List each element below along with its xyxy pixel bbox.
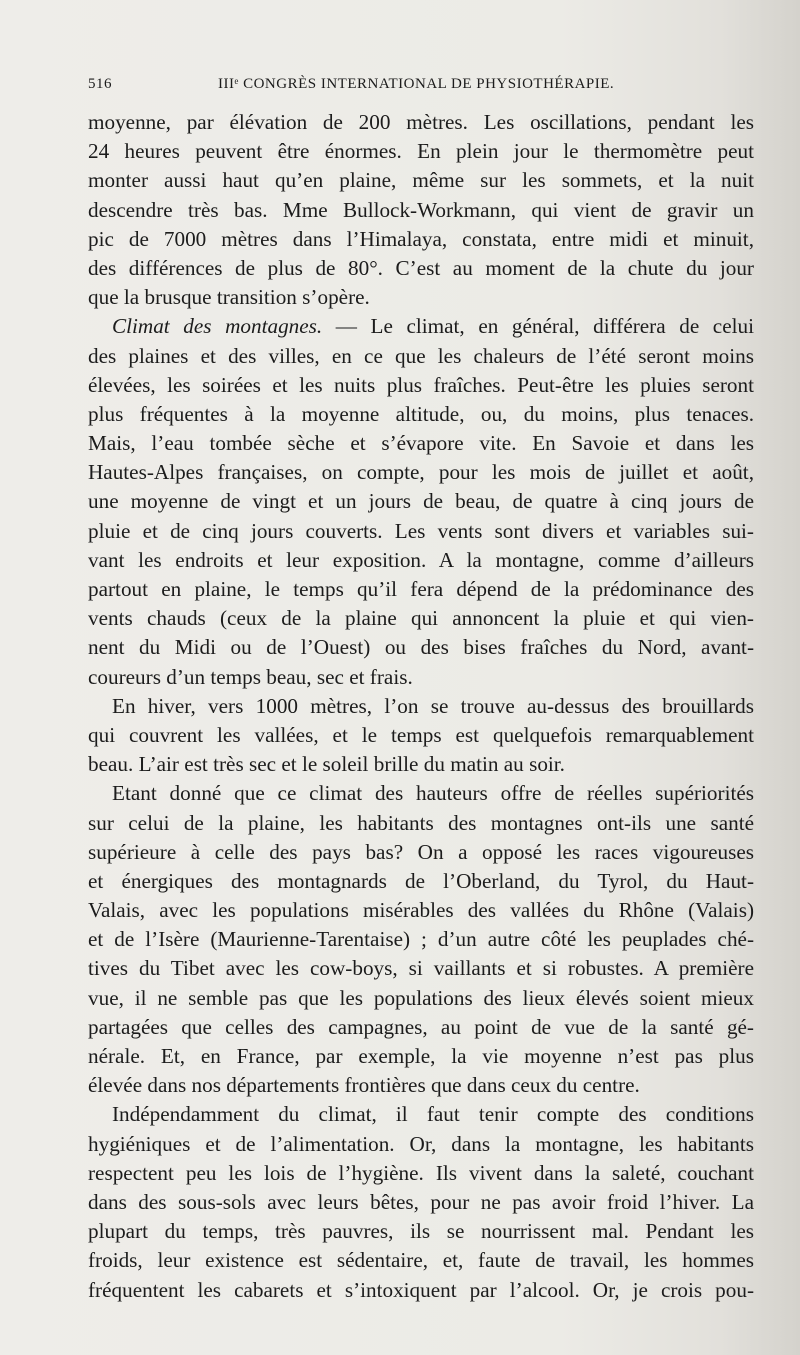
text-line: 24 heures peuvent être énormes. En plein jour le thermomètre peut — [88, 139, 754, 164]
text-line: plus fréquentes à la moyenne altitude, ou, du moins, plus tenaces. — [88, 401, 754, 426]
text-line: sur celui de la plaine, les habitants des montagnes ont-ils une santé — [88, 810, 754, 835]
text-line: fréquentent les cabarets et s’intoxiquent par l’alcool. Or, je crois pou- — [88, 1277, 754, 1302]
text-line: hygiéniques et de l’alimentation. Or, dans la montagne, les habitants — [88, 1131, 754, 1156]
text-line: Valais, avec les populations misérables des vallées du Rhône (Valais) — [88, 898, 754, 923]
text-line: beau. L’air est très sec et le soleil brille du matin au soir. — [88, 752, 565, 777]
text-line: vue, il ne semble pas que les populations des lieux élevés soient mieux — [88, 985, 754, 1010]
text-line: En hiver, vers 1000 mètres, l’on se trouve au-dessus des brouillards — [112, 693, 754, 718]
text-line: et de l’Isère (Maurienne-Tarentaise) ; d’un autre côté les peuplades ché- — [88, 927, 754, 952]
text-line: supérieure à celle des pays bas? On a opposé les races vigoureuses — [88, 839, 754, 864]
text-line: Climat des montagnes. — Le climat, en général, différera de celui — [112, 314, 754, 339]
text-line: vents chauds (ceux de la plaine qui annoncent la pluie et qui vien- — [88, 606, 754, 631]
text-line: dans des sous-sols avec leurs bêtes, pour ne pas avoir froid l’hiver. La — [88, 1189, 754, 1214]
text-line: monter aussi haut qu’en plaine, même sur les sommets, et la nuit — [88, 168, 754, 193]
text-line: que la brusque transition s’opère. — [88, 285, 370, 310]
text-line: Mais, l’eau tombée sèche et s’évapore vite. En Savoie et dans les — [88, 431, 754, 456]
text-line: vant les endroits et leur exposition. A la montagne, comme d’ailleurs — [88, 547, 754, 572]
text-line: qui couvrent les vallées, et le temps est quelquefois remarquablement — [88, 722, 754, 747]
running-header — [88, 76, 728, 96]
text-line: nent du Midi ou de l’Ouest) ou des bises fraîches du Nord, avant- — [88, 635, 754, 660]
text-line: coureurs d’un temps beau, sec et frais. — [88, 664, 413, 689]
text-line: pic de 7000 mètres dans l’Himalaya, constata, entre midi et minuit, — [88, 226, 754, 251]
text-line: respectent peu les lois de l’hygiène. Ils vivent dans la saleté, couchant — [88, 1160, 754, 1185]
text-line: Indépendamment du climat, il faut tenir compte des conditions — [112, 1102, 754, 1127]
text-line: nérale. Et, en France, par exemple, la vie moyenne n’est pas plus — [88, 1044, 754, 1068]
text-line: des différences de plus de 80°. C’est au moment de la chute du jour — [88, 255, 754, 280]
section-heading: Climat des montagnes. — [112, 314, 323, 339]
page-number: 516 — [88, 76, 112, 92]
text-line: partout en plaine, le temps qu’il fera dépend de la prédominance des — [88, 577, 754, 601]
text-line: Hautes-Alpes françaises, on compte, pour les mois de juillet et août, — [88, 460, 754, 485]
body-text — [88, 108, 754, 1305]
text-line: moyenne, par élévation de 200 mètres. Les oscillations, pendant les — [88, 110, 754, 134]
text-line: partagées que celles des campagnes, au point de vue de la santé gé- — [88, 1014, 754, 1039]
text-line: des plaines et des villes, en ce que les chaleurs de l’été seront moins — [88, 343, 754, 368]
text-line: élevée dans nos départements frontières que dans ceux du centre. — [88, 1073, 640, 1098]
running-title: IIIᵉ CONGRÈS INTERNATIONAL DE PHYSIOTHÉRAPIE. — [218, 76, 615, 92]
text-line: Etant donné que ce climat des hauteurs offre de réelles supériorités — [112, 781, 754, 806]
text-line: plupart du temps, très pauvres, ils se nourrissent mal. Pendant les — [88, 1219, 754, 1244]
text-line: tives du Tibet avec les cow-boys, si vaillants et si robustes. A première — [88, 956, 754, 981]
text-line: élevées, les soirées et les nuits plus fraîches. Peut-être les pluies seront — [88, 372, 754, 397]
text-line: froids, leur existence est sédentaire, et, faute de travail, les hommes — [88, 1248, 754, 1273]
text-line: une moyenne de vingt et un jours de beau, de quatre à cinq jours de — [88, 489, 754, 514]
text-line: pluie et de cinq jours couverts. Les vents sont divers et variables sui- — [88, 518, 754, 543]
text-line: et énergiques des montagnards de l’Oberland, du Tyrol, du Haut- — [88, 868, 754, 893]
text-line: descendre très bas. Mme Bullock-Workmann, qui vient de gravir un — [88, 197, 754, 222]
